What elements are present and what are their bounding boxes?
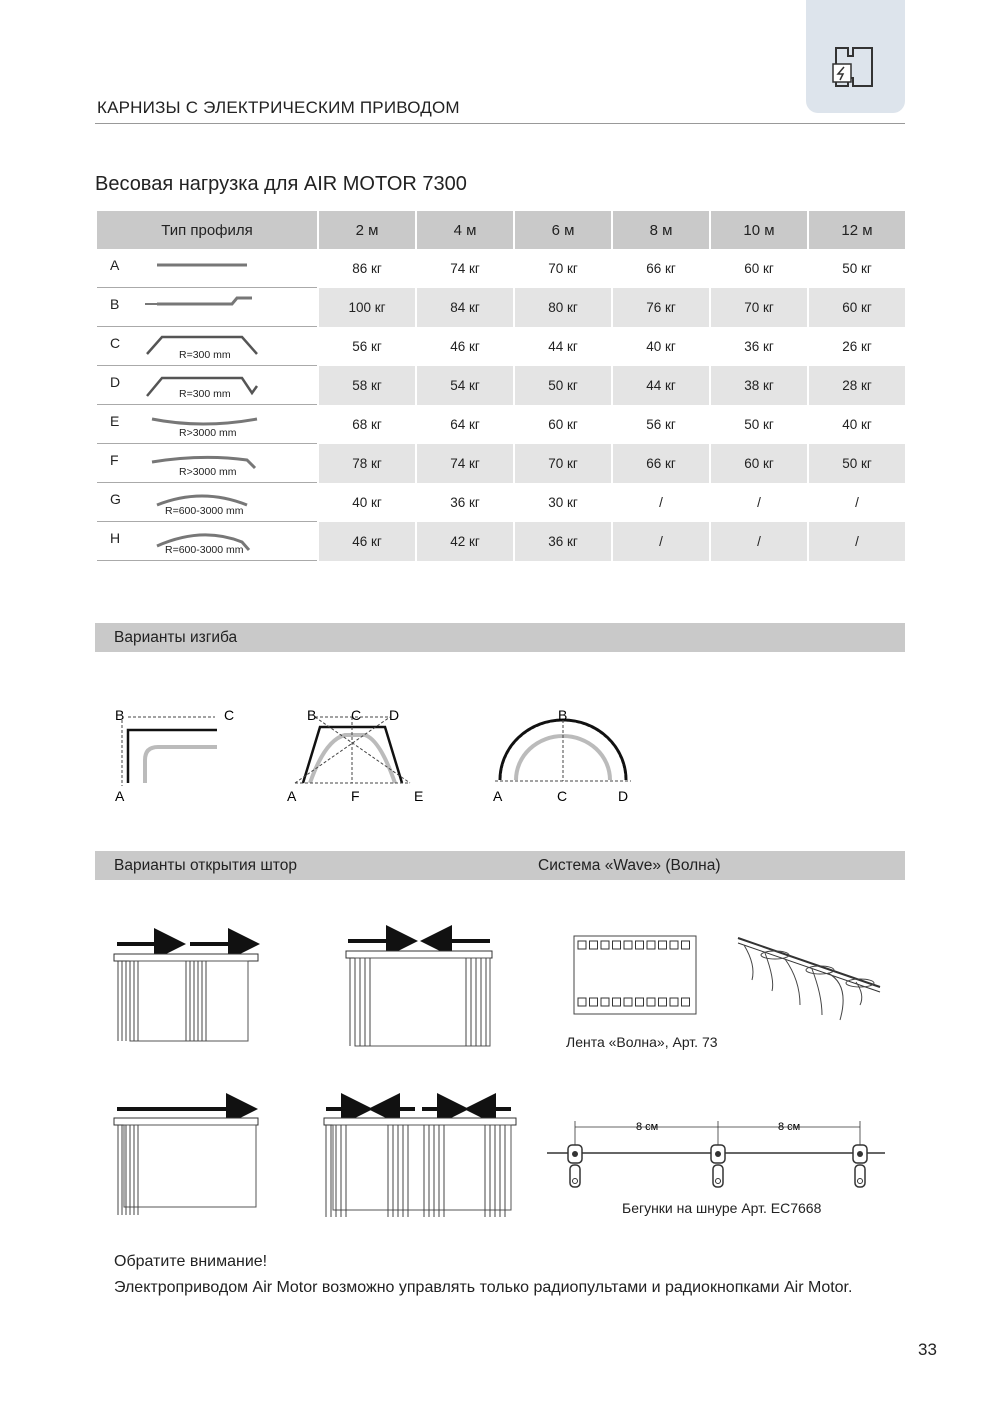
- runner-icon: [711, 1145, 725, 1187]
- dimension-label-2: 8 см: [778, 1121, 801, 1133]
- label-b: B: [115, 707, 125, 723]
- profile-cell: [97, 366, 317, 405]
- profile-label: D: [110, 374, 121, 390]
- profile-label: F: [110, 452, 119, 468]
- table-row: [97, 327, 905, 366]
- profile-cell: [97, 405, 317, 444]
- profile-label: H: [110, 530, 121, 546]
- load-value: 46 кг: [319, 522, 415, 561]
- profile-label: A: [110, 257, 120, 273]
- profile-radius: R=600-3000 mm: [165, 544, 244, 556]
- load-value: /: [809, 522, 905, 561]
- load-value: 54 кг: [417, 366, 513, 405]
- profile-label: E: [110, 413, 120, 429]
- bending-section-bar: [95, 623, 905, 652]
- socket-icon: [806, 0, 905, 113]
- wave-tape-image: [574, 936, 696, 1014]
- note-heading: Обратите внимание!: [114, 1253, 268, 1270]
- load-value: /: [757, 495, 761, 510]
- load-value: 28 кг: [809, 366, 905, 405]
- section-tab: [806, 0, 905, 113]
- load-value: 78 кг: [319, 444, 415, 483]
- page-number: 33: [918, 1340, 937, 1359]
- profile-radius: R=300 mm: [179, 388, 231, 400]
- load-value: 70 кг: [711, 288, 807, 327]
- load-value: 50 кг: [809, 444, 905, 483]
- profile-radius: R=300 mm: [179, 349, 231, 361]
- wave-rail-image: [738, 938, 880, 1020]
- load-value: 66 кг: [613, 444, 709, 483]
- profile-cell: [97, 327, 317, 366]
- load-value: 86 кг: [352, 261, 382, 276]
- profile-cell: [97, 288, 317, 327]
- load-value: 26 кг: [842, 339, 872, 354]
- load-value: 36 кг: [515, 522, 611, 561]
- bend-diagram-trapezoid: [287, 707, 423, 804]
- load-value: 42 кг: [417, 522, 513, 561]
- load-value: 60 кг: [548, 417, 578, 432]
- load-value: 40 кг: [646, 339, 676, 354]
- wave-title: Система «Wave» (Волна): [538, 857, 721, 874]
- label-d: D: [618, 788, 629, 804]
- opening-title: Варианты открытия штор: [114, 857, 297, 874]
- bending-diagrams: [95, 690, 655, 815]
- profile-label: C: [110, 335, 121, 351]
- load-table-title: Весовая нагрузка для AIR MOTOR 7300: [95, 173, 467, 195]
- load-value: 36 кг: [744, 339, 774, 354]
- load-value: 70 кг: [548, 261, 578, 276]
- label-c: C: [351, 707, 362, 723]
- header-6m: 6 м: [515, 211, 611, 249]
- header-10m: 10 м: [711, 211, 807, 249]
- label-d: D: [389, 707, 400, 723]
- table-row: [97, 288, 905, 327]
- load-value: 100 кг: [319, 288, 415, 327]
- table-row: [97, 405, 905, 444]
- load-value: 38 кг: [711, 366, 807, 405]
- opening-diagram-center: [346, 941, 492, 1046]
- load-value: /: [855, 495, 859, 510]
- opening-section-bar: [95, 851, 905, 880]
- header-12m: 12 м: [809, 211, 905, 249]
- label-a: A: [115, 788, 125, 804]
- load-value: 50 кг: [515, 366, 611, 405]
- curtain-opening-diagrams: [0, 925, 540, 1225]
- load-value: /: [711, 522, 807, 561]
- load-value: 46 кг: [450, 339, 480, 354]
- load-value: 44 кг: [548, 339, 578, 354]
- bend-diagram-arc: [493, 707, 631, 804]
- load-value: /: [613, 522, 709, 561]
- profile-cell: [97, 483, 317, 522]
- header-4m: 4 м: [417, 211, 513, 249]
- table-row: [97, 522, 905, 561]
- label-c: C: [557, 788, 568, 804]
- profile-radius: R=600-3000 mm: [165, 505, 244, 517]
- header-8m: 8 м: [613, 211, 709, 249]
- load-value: 56 кг: [646, 417, 676, 432]
- label-b: B: [307, 707, 317, 723]
- runners-diagram: [545, 1115, 890, 1195]
- profile-radius: R>3000 mm: [179, 466, 237, 478]
- header-title: КАРНИЗЫ С ЭЛЕКТРИЧЕСКИМ ПРИВОДОМ: [97, 98, 460, 117]
- table-row: [97, 366, 905, 405]
- table-row: [97, 483, 905, 522]
- label-a: A: [493, 788, 503, 804]
- label-f: F: [351, 788, 360, 804]
- bending-title: Варианты изгиба: [114, 629, 238, 646]
- load-value: 30 кг: [548, 495, 578, 510]
- table-row: [97, 249, 905, 288]
- profile-label: B: [110, 296, 120, 312]
- load-value: 64 кг: [450, 417, 480, 432]
- profile-radius: R>3000 mm: [179, 427, 237, 439]
- load-value: 74 кг: [450, 261, 480, 276]
- wave-tape-diagrams: [560, 925, 890, 1025]
- load-value: 60 кг: [711, 444, 807, 483]
- profile-cell: [97, 249, 317, 288]
- load-value: 68 кг: [352, 417, 382, 432]
- load-value: 60 кг: [744, 261, 774, 276]
- profile-cell: [97, 444, 317, 483]
- load-value: 66 кг: [646, 261, 676, 276]
- load-value: 56 кг: [352, 339, 382, 354]
- tape-caption: Лента «Волна», Арт. 73: [566, 1034, 718, 1050]
- load-value: 40 кг: [352, 495, 382, 510]
- opening-diagram-one-way: [114, 1109, 258, 1207]
- load-value: 60 кг: [809, 288, 905, 327]
- header-divider: [95, 123, 905, 124]
- load-value: 76 кг: [613, 288, 709, 327]
- load-table: [95, 211, 907, 561]
- note-text: Электроприводом Air Motor возможно управлять только радиопультами и радиокнопками Air Motor.: [114, 1279, 853, 1296]
- label-a: A: [287, 788, 297, 804]
- profile-label: G: [110, 491, 121, 507]
- table-row: [97, 444, 905, 483]
- profile-shape-icon: [137, 290, 272, 324]
- load-value: 36 кг: [450, 495, 480, 510]
- load-value: 84 кг: [417, 288, 513, 327]
- label-c: C: [224, 707, 235, 723]
- profile-shape-icon: [137, 251, 272, 285]
- load-value: 50 кг: [842, 261, 872, 276]
- load-value: 74 кг: [417, 444, 513, 483]
- load-value: 70 кг: [515, 444, 611, 483]
- table-header-row: [97, 211, 905, 249]
- header-2m: 2 м: [319, 211, 415, 249]
- load-value: /: [659, 495, 663, 510]
- load-value: 40 кг: [842, 417, 872, 432]
- label-b: B: [558, 707, 568, 723]
- dimension-label-1: 8 см: [636, 1121, 659, 1133]
- runner-icon: [568, 1145, 582, 1187]
- opening-diagram-double-center: [324, 1109, 516, 1210]
- profile-cell: [97, 522, 317, 561]
- header-profile: Тип профиля: [97, 211, 317, 249]
- load-value: 80 кг: [515, 288, 611, 327]
- bend-diagram-corner: [115, 707, 234, 804]
- runner-caption: Бегунки на шнуре Арт. ЕС7668: [622, 1200, 822, 1216]
- label-e: E: [414, 788, 424, 804]
- load-value: 50 кг: [744, 417, 774, 432]
- load-value: 44 кг: [613, 366, 709, 405]
- runner-icon: [853, 1145, 867, 1187]
- load-value: 58 кг: [319, 366, 415, 405]
